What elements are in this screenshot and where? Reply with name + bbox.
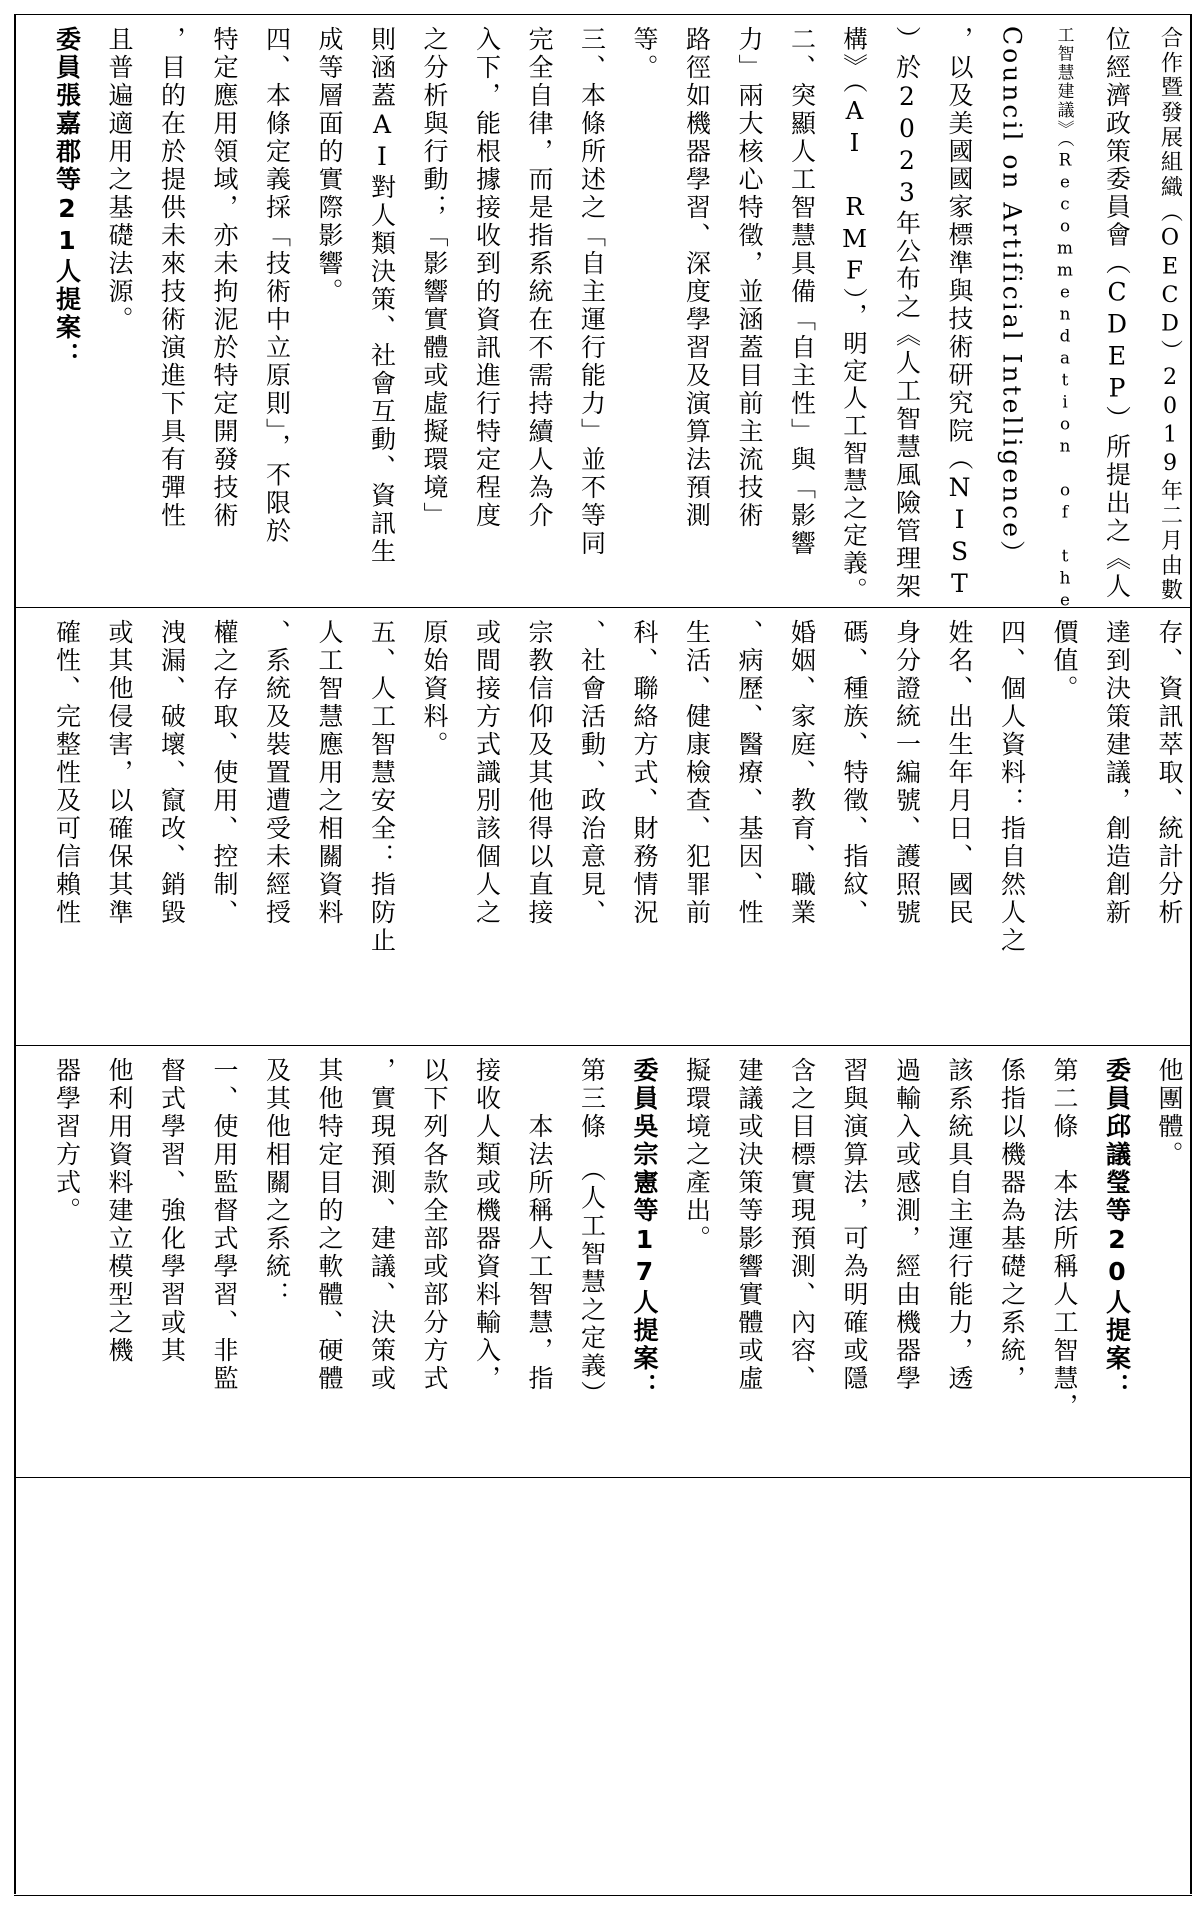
text-line: 路徑如機器學習、深度學習及演算法預測	[682, 26, 712, 530]
text-line: 達到決策建議，創造創新	[1102, 619, 1132, 927]
text-line: ，目的在於提供未來技術演進下具有彈性	[157, 26, 187, 530]
text-line: 構》（AI RMF），明定人工智慧之定義。	[840, 26, 869, 605]
text-line: 第二條 本法所稱人工智慧，	[1050, 1057, 1079, 1421]
text-line: 器學習方式。	[52, 1057, 82, 1225]
middle-column	[14, 613, 1192, 1043]
text-line: 權之存取、使用、控制、	[210, 619, 239, 927]
text-line: 科、聯絡方式、財務情況	[630, 619, 659, 927]
text-line: 四、個人資料：指自然人之	[997, 619, 1027, 955]
text-line: 或其他侵害，以確保其準	[105, 619, 134, 927]
text-line: ，以及美國國家標準與技術研究院（NIST	[945, 26, 974, 602]
text-line: 碼、種族、特徵、指紋、	[840, 619, 869, 927]
bottom-column	[14, 1051, 1192, 1475]
text-line: 以下列各款全部或部分方式	[420, 1057, 449, 1393]
text-line: 係指以機器為基礎之系統，	[997, 1057, 1027, 1393]
text-line: 入下，能根據接收到的資訊進行特定程度	[472, 26, 502, 530]
column-separator-1	[14, 607, 1192, 608]
text-line: 力」兩大核心特徵，並涵蓋目前主流技術	[735, 26, 764, 530]
text-line: 完全自律，而是指系統在不需持續人為介	[525, 26, 554, 530]
text-line: ，實現預測、建議、決策或	[367, 1057, 397, 1393]
text-line: 且普遍適用之基礎法源。	[105, 26, 134, 334]
text-line: 價值。	[1050, 619, 1079, 703]
text-line: 姓名、出生年月日、國民	[945, 619, 974, 927]
text-line: 四、本條定義採「技術中立原則」，不限於	[262, 26, 292, 546]
text-line: 存、資訊萃取、統計分析	[1155, 619, 1184, 927]
text-line: 位經濟政策委員會（CDEP）所提出之《人	[1102, 26, 1132, 602]
text-line: 、系統及裝置遭受未經授	[262, 619, 292, 927]
top-column	[14, 20, 1192, 612]
text-line: 本法所稱人工智慧，指	[525, 1057, 554, 1393]
text-line: 該系統具自主運行能力，透	[945, 1057, 974, 1393]
text-line: 身分證統一編號、護照號	[892, 619, 922, 927]
text-line: 過輸入或感測，經由機器學	[892, 1057, 922, 1393]
text-line: 成等層面的實際影響。	[315, 26, 344, 306]
text-line: 一、使用監督式學習、非監	[210, 1057, 239, 1393]
text-line: 含之目標實現預測、內容、	[787, 1057, 817, 1393]
top-border	[14, 14, 1192, 15]
text-line: 習與演算法，可為明確或隱	[840, 1057, 869, 1393]
bottom-border	[14, 1895, 1192, 1896]
text-line: 宗教信仰及其他得以直接	[525, 619, 554, 927]
text-line: 及其他相關之系統：	[262, 1057, 292, 1309]
text-line: ）於2023年公布之《人工智慧風險管理架	[892, 26, 922, 602]
text-line: 、社會活動、政治意見、	[577, 619, 607, 927]
column-separator-3	[14, 1477, 1192, 1478]
text-line: 建議或決策等影響實體或虛	[735, 1057, 764, 1393]
text-line: 督式學習、強化學習或其	[157, 1057, 187, 1365]
column-separator-2	[14, 1045, 1192, 1046]
text-line: 其他特定目的之軟體、硬體	[315, 1057, 344, 1393]
text-line: 三、本條所述之「自主運行能力」並不等同	[577, 26, 607, 558]
text-line: 接收人類或機器資料輸入，	[472, 1057, 502, 1393]
text-line: 等。	[630, 26, 659, 82]
proposal-heading: 委員張嘉郡等21人提案：	[52, 26, 82, 370]
text-line: 五、人工智慧安全：指防止	[367, 619, 397, 955]
text-line: 二、突顯人工智慧具備「自主性」與「影響	[787, 26, 817, 558]
text-line: 、病歷、醫療、基因、性	[735, 619, 764, 927]
text-line: 則涵蓋AI對人類決策、社會互動、資訊生	[367, 26, 397, 566]
text-line: Council on Artificial Intelligence）	[997, 26, 1027, 569]
text-line: 洩漏、破壞、竄改、銷毀	[157, 619, 187, 927]
proposal-heading: 委員邱議瑩等20人提案：	[1102, 1057, 1132, 1401]
text-line: 確性、完整性及可信賴性	[52, 619, 82, 927]
proposal-heading: 委員吳宗憲等17人提案：	[630, 1057, 659, 1401]
text-line: 工智慧建議》（Recommendation of the	[1055, 26, 1075, 612]
text-line: 或間接方式識別該個人之	[472, 619, 502, 927]
text-line: 人工智慧應用之相關資料	[315, 619, 344, 927]
text-line: 他團體。	[1155, 1057, 1184, 1169]
text-line: 第三條 （人工智慧之定義）	[577, 1057, 607, 1409]
text-line: 原始資料。	[420, 619, 449, 759]
text-line: 他利用資料建立模型之機	[105, 1057, 134, 1365]
text-line: 婚姻、家庭、教育、職業	[787, 619, 817, 927]
text-line: 擬環境之產出。	[682, 1057, 712, 1253]
text-line: 生活、健康檢查、犯罪前	[682, 619, 712, 927]
text-line: 特定應用領域，亦未拘泥於特定開發技術	[210, 26, 239, 530]
text-line: 之分析與行動；「影響實體或虛擬環境」	[420, 26, 449, 530]
text-line: 合作暨發展組織（OECD）2019年二月由數	[1157, 26, 1183, 604]
